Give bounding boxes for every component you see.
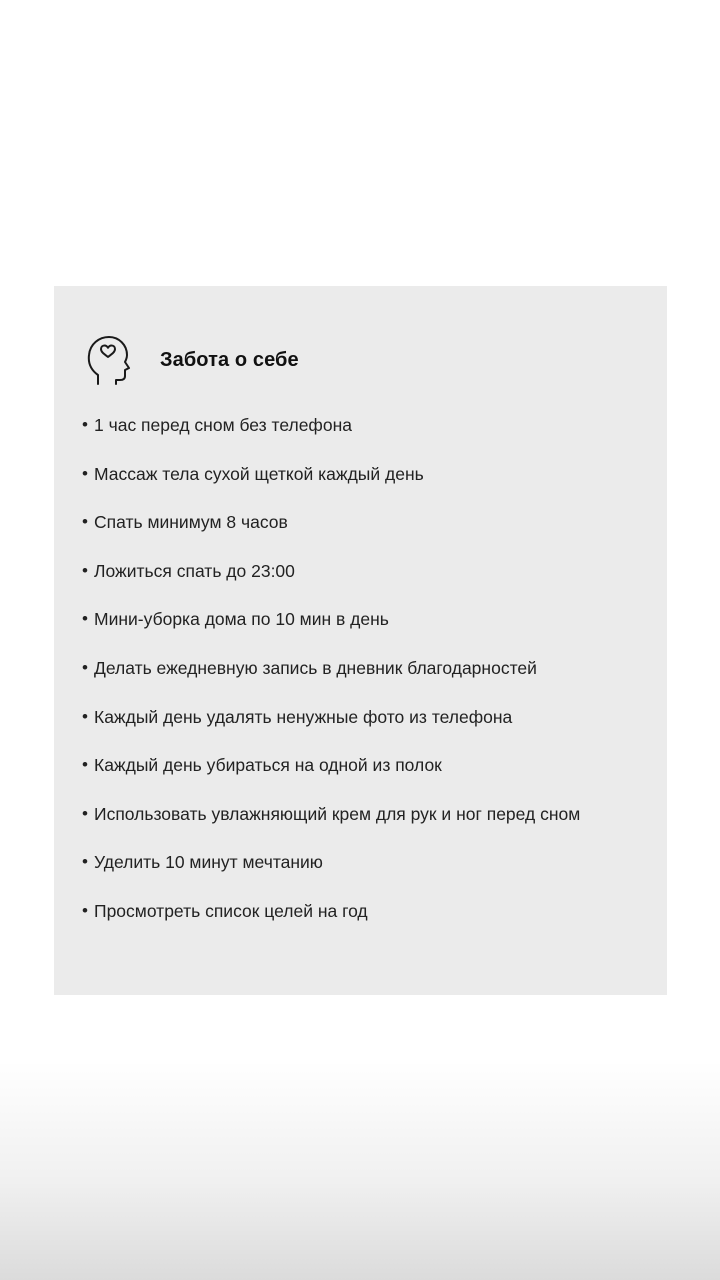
list-item (82, 511, 580, 560)
list-item (82, 706, 580, 755)
bottom-gradient-overlay (0, 1060, 720, 1280)
list-item (82, 851, 580, 900)
list-item (82, 463, 580, 512)
list-item-text: Просмотреть список целей на год (94, 900, 368, 921)
list-item (82, 414, 580, 463)
bullet: • (82, 415, 88, 434)
bullet: • (82, 657, 88, 677)
list-item-text: 1 час перед сном без телефона (94, 415, 352, 435)
list-item (82, 608, 580, 657)
head-heart-icon (84, 334, 132, 386)
bullet: • (82, 512, 88, 532)
list-item-text: Делать ежедневную запись в дневник благодарностей (94, 657, 537, 678)
bullet: • (82, 755, 88, 775)
list-item (82, 657, 580, 706)
list-item-text: Спать минимум 8 часов (94, 512, 288, 533)
list-item-text: Мини-уборка дома по 10 мин в день (94, 609, 389, 630)
list-item-text: Массаж тела сухой щеткой каждый день (94, 463, 424, 484)
list-item-text: Уделить 10 минут мечтанию (94, 852, 323, 873)
list-item-text: Ложиться спать до 23:00 (94, 560, 295, 581)
card-title: Забота о себе (160, 348, 299, 371)
list-item (82, 560, 580, 609)
list-item-text: Каждый день удалять ненужные фото из телефона (94, 706, 513, 727)
bullet: • (82, 900, 88, 920)
list-item-text: Каждый день убираться на одной из полок (94, 755, 442, 776)
self-care-card (54, 286, 667, 995)
list-item-text: Использовать увлажняющий крем для рук и ног перед сном (94, 803, 581, 824)
bullet: • (82, 706, 88, 726)
self-care-list (82, 414, 580, 949)
card-header (84, 334, 299, 386)
bullet: • (82, 463, 88, 483)
bullet: • (82, 852, 88, 872)
list-item (82, 754, 580, 803)
bullet: • (82, 803, 88, 823)
list-item (82, 900, 580, 949)
list-item (82, 803, 580, 852)
bullet: • (82, 609, 88, 629)
bullet: • (82, 560, 88, 580)
